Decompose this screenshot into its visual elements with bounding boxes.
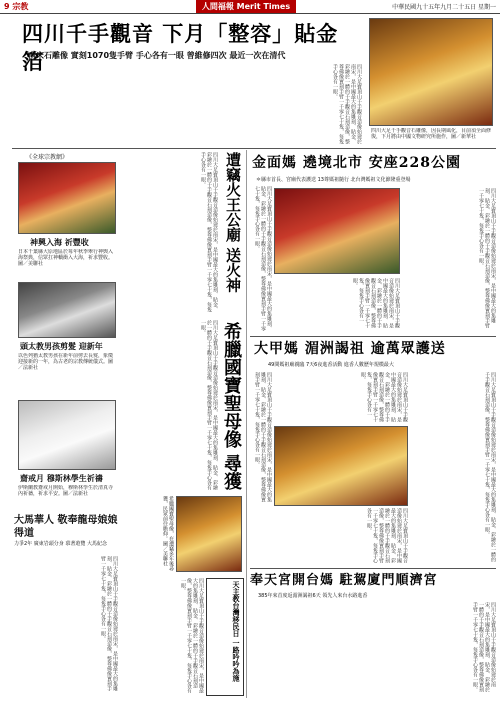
middle-body-3: 四川大足寶頂山千手觀音造像始建於南宋，是中國最大的集雕刻、貼金、彩繪於一體的千手觀音石刻造像，整尊佛像實刻手臂一千零七十隻，每隻手心各有一眼。	[180, 578, 204, 693]
middle-headline-1: 遭竊火王公廟 送火神	[224, 152, 242, 293]
middle-rule	[246, 150, 247, 698]
right-story-3-headline: 奉天宮開台媽 駐駕廈門順濟宮	[250, 573, 438, 588]
brief-1-photo	[18, 162, 116, 234]
newspaper-logo: 人間福報 Merit Times	[196, 0, 296, 13]
page-number: 9 宗教	[4, 2, 29, 11]
right-story-1-headline: 金面媽 遶境北市 安座228公園	[252, 155, 461, 171]
right-story-2-body: 四川大足寶頂山千手觀音造像始建於南宋，是中國最大的集雕刻、貼金、彩繪於一體的千手觀音石刻造像，整尊佛像實刻手臂一千零七十隻，每隻手心各有一眼。	[484, 372, 496, 562]
middle-headline-2: 希臘國寶聖母像 尋獲	[221, 322, 242, 491]
right-story-3-body: 四川大足寶頂山千手觀音造像始建於南宋，是中國最大的集雕刻、貼金、彩繪於一體的千手觀音石刻造像，整尊佛像實刻手臂一千零七十隻，每隻手心各有一眼。	[472, 602, 496, 692]
right-story-2-body-top: 四川大足寶頂山千手觀音造像始建於南宋，是中國最大的集雕刻、貼金、彩繪於一體的千手觀音石刻造像，整尊佛像實刻手臂一千零七十隻，每隻手心各有一眼。	[360, 372, 408, 422]
left-bottom-headline: 大馬華人 敬奉龍母娘娘得道	[14, 515, 118, 539]
right-story-2-photo	[274, 426, 408, 506]
right-story-1-subhead: ＊縣市首長、宮廟代表護送 13尊媽祖隨行 北台灣媽祖文化節隆重登場	[256, 177, 411, 183]
right-story-2-body-left: 四川大足寶頂山千手觀音造像始建於南宋，是中國最大的集雕刻、貼金、彩繪於一體的千手觀音石刻造像，整尊佛像實刻手臂一千零七十隻，每隻手心各有一眼。	[254, 372, 272, 502]
brief-2-caption: 以色列猶太教男孩在新年前剪去長髮，象徵迎接新的一年，為古老的宗教傳統儀式。圖／法新社	[18, 353, 114, 371]
top-story-body: 四川大足寶頂山千手觀音造像始建於南宋，是中國最大的集雕刻、貼金、彩繪於一體的千手觀音石刻造像，整尊佛像實刻手臂一千零七十隻，每隻手心各有一眼。	[332, 64, 362, 144]
right-story-3-subhead: 385年來首度返湄洲謁祖6天 領先人來台水路進香	[258, 593, 368, 599]
section-divider	[12, 148, 496, 149]
column-label: 《全球宗教網》	[26, 154, 69, 161]
brief-2-title: 頭太教男孩剪髮 迎新年	[20, 341, 103, 351]
brief-2-photo	[18, 282, 116, 338]
middle-headline-3: 天主教台灣移民日 一路吟吟為施	[232, 581, 241, 682]
brief-1-caption: 日本千葉縣大原地區於每年秋季舉行神輿入海祭典，信眾扛神轎衝入大海，祈求豐收。圖／美聯社	[18, 249, 114, 267]
right-divider-2	[250, 568, 496, 569]
left-bottom-body: 四川大足寶頂山千手觀音造像始建於南宋，是中國最大的集雕刻、貼金、彩繪於一體的千手觀音石刻造像，整尊佛像實刻手臂一千零七十隻，每隻手心各有一眼。	[100, 556, 118, 691]
middle-body-1: 四川大足寶頂山千手觀音造像始建於南宋，是中國最大的集雕刻、貼金、彩繪於一體的千手觀音石刻造像，整尊佛像實刻手臂一千零七十隻，每隻手心各有一眼。	[200, 152, 218, 312]
issue-date: 中華民國九十五年九月二十五日 星期一	[392, 4, 496, 11]
top-story-headline: 四川千手觀音 下月「整容」貼金箔	[22, 21, 339, 74]
top-story-subhead: 南宋石雕像 實刻1070隻手臂 手心各有一眼 曾維修四次 最近一次在清代	[28, 51, 286, 60]
right-story-1-body-left: 四川大足寶頂山千手觀音造像始建於南宋，是中國最大的集雕刻、貼金、彩繪於一體的千手觀音石刻造像，整尊佛像實刻手臂一千零七十隻，每隻手心各有一眼。	[254, 186, 272, 331]
left-bottom-subhead: 力爭2年 廣東岩頭分身 慕著遊覽 大馬紀念	[14, 541, 107, 547]
middle-photo-caption: 希臘國寶聖母像，在遭竊多年後尋獲，民眾前往瞻仰。圖／美聯社	[162, 496, 174, 571]
brief-3-photo	[18, 400, 116, 470]
masthead	[0, 0, 500, 14]
right-divider-1	[250, 336, 496, 337]
middle-box	[206, 578, 244, 696]
brief-3-caption: 伊斯蘭教齋戒月開始，穆斯林學生於清真寺內祈禱，祈求平安。圖／法新社	[18, 485, 114, 497]
middle-body-2: 四川大足寶頂山千手觀音造像始建於南宋，是中國最大的集雕刻、貼金、彩繪於一體的千手觀音石刻造像，整尊佛像實刻手臂一千零七十隻，每隻手心各有一眼。	[200, 320, 218, 490]
brief-1-title: 神興入海 祈豐收	[30, 237, 89, 247]
right-story-2-headline: 大甲媽 湄洲謁祖 逾萬眾護送	[254, 341, 446, 357]
right-story-1-body-2: 四川大足寶頂山千手觀音造像始建於南宋，是中國最大的集雕刻、貼金、彩繪於一體的千手觀音石刻造像，整尊佛像實刻手臂一千零七十隻，每隻手心各有一眼。	[352, 278, 400, 328]
right-story-1-body: 四川大足寶頂山千手觀音造像始建於南宋，是中國最大的集雕刻、貼金、彩繪於一體的千手觀音石刻造像，整尊佛像實刻手臂一千零七十隻，每隻手心各有一眼。	[478, 188, 496, 328]
middle-photo	[176, 496, 242, 572]
right-story-1-photo	[274, 188, 400, 274]
top-story-photo-caption: 四川大足千手觀音石雕像，因長期風化，目前須全面修復，下月將由中國文物研究所施作，圖／新華社	[371, 128, 492, 140]
brief-3-title: 齋戒月 穆斯林學生祈禱	[20, 473, 103, 483]
right-story-2-body-2: 四川大足寶頂山千手觀音造像始建於南宋，是中國最大的集雕刻、貼金、彩繪於一體的千手觀音石刻造像，整尊佛像實刻手臂一千零七十隻，每隻手心各有一眼。	[366, 508, 408, 563]
right-story-2-subhead: 49間媽祖廟親臨 7天6夜進香活動 進香人數歷年規模最大	[268, 362, 394, 368]
top-story-photo	[369, 18, 493, 126]
